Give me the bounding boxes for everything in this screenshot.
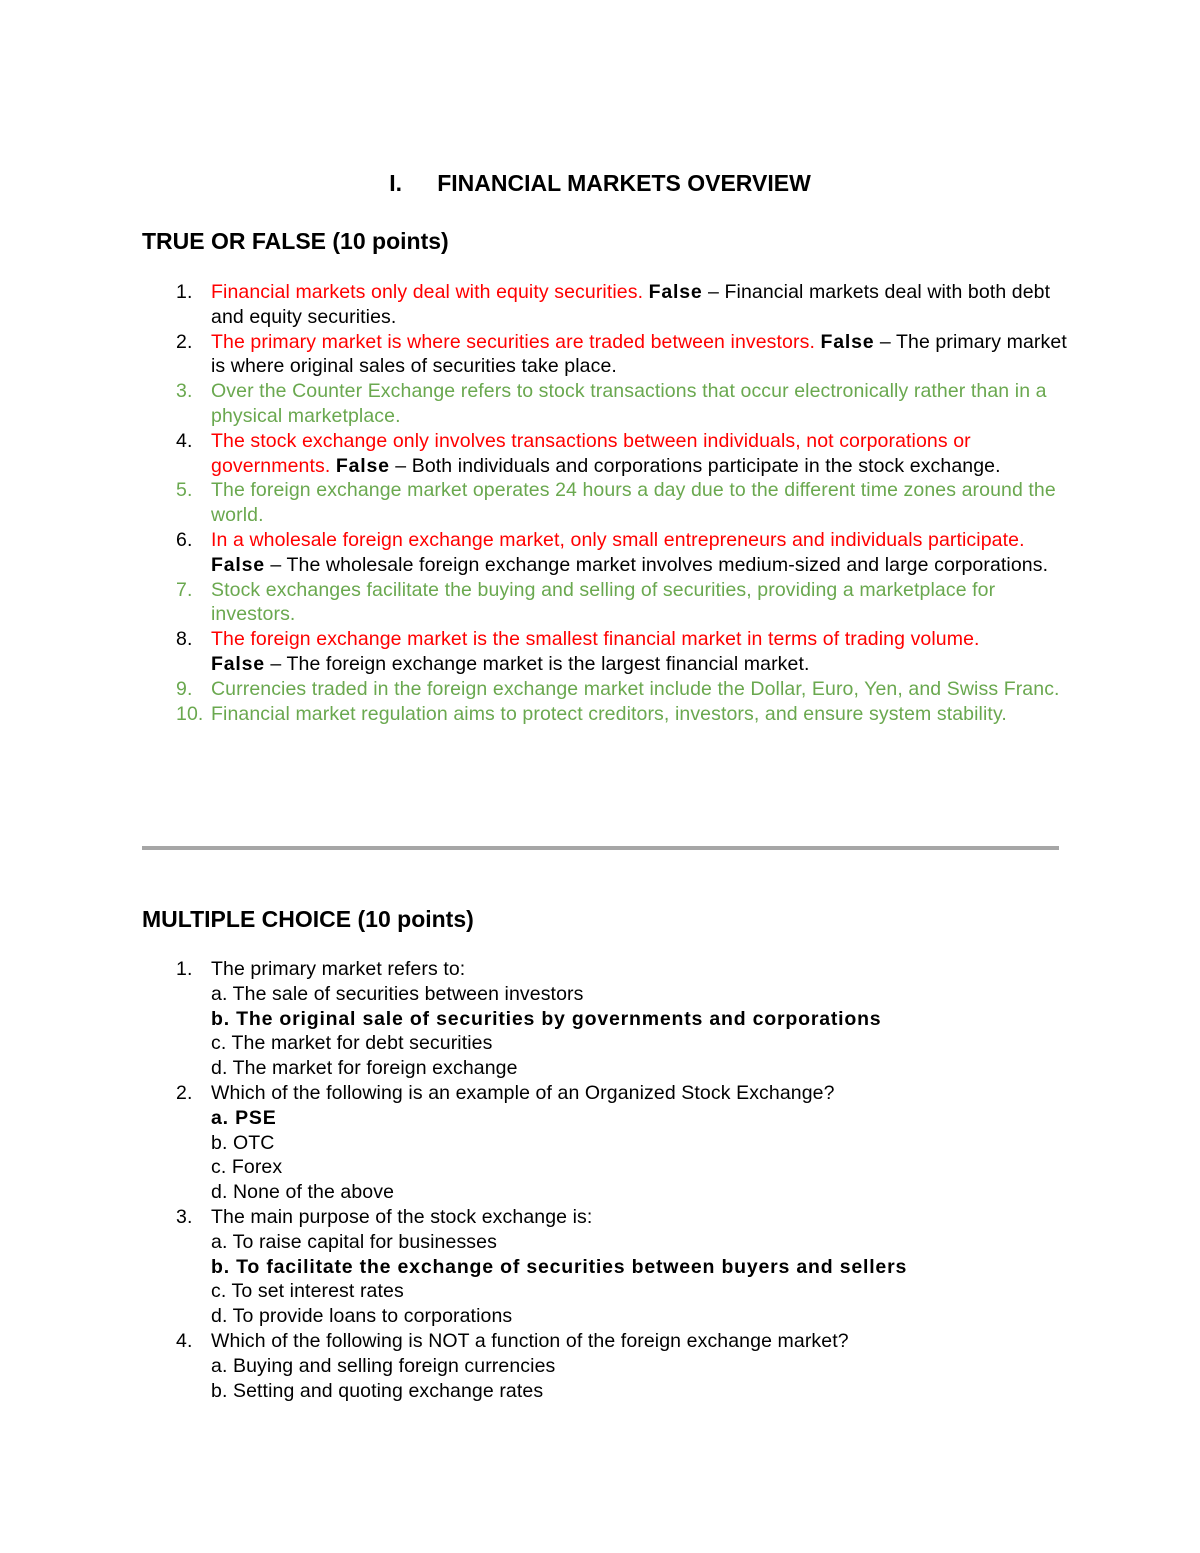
item-answer: False (648, 281, 703, 303)
mc-question-2 (142, 1081, 1072, 1205)
option-d: d. To provide loans to corporations (211, 1305, 513, 1328)
option-a: a. To raise capital for businesses (211, 1230, 497, 1253)
multiple-choice-heading: MULTIPLE CHOICE (10 points) (142, 906, 474, 932)
option-a-correct: a. PSE (211, 1106, 277, 1129)
item-statement: Stock exchanges facilitate the buying and selling of securities, providing a marketplace for investors. (211, 578, 996, 626)
item-answer: False (211, 652, 265, 675)
tf-item-1 (142, 280, 1072, 330)
item-number: 1. (176, 281, 193, 303)
item-answer: False (820, 330, 875, 353)
title-number: I. (389, 170, 402, 196)
mc-question-4 (142, 1329, 1072, 1403)
tf-item-10 (142, 702, 1072, 727)
option-b: b. OTC (211, 1131, 275, 1154)
item-statement: Financial market regulation aims to protect creditors, investors, and ensure system stability. (211, 702, 1007, 725)
item-statement: In a wholesale foreign exchange market, only small entrepreneurs and individuals participate. (211, 528, 1025, 551)
mc-question-3 (142, 1205, 1072, 1329)
item-explanation: – The wholesale foreign exchange market involves medium-sized and large corporations. (264, 553, 1049, 576)
item-statement: Currencies traded in the foreign exchange market include the Dollar, Euro, Yen, and Swiss Franc. (211, 677, 1060, 700)
question-number: 4. (176, 1329, 193, 1352)
option-d: d. The market for foreign exchange (211, 1057, 518, 1080)
tf-item-5 (142, 478, 1072, 528)
tf-item-9 (142, 677, 1072, 702)
tf-item-6 (142, 528, 1072, 578)
question-text: Which of the following is NOT a function of the foreign exchange market? (211, 1329, 849, 1352)
item-statement: The foreign exchange market operates 24 hours a day due to the different time zones around the world. (211, 479, 1056, 527)
option-a: a. Buying and selling foreign currencies (211, 1354, 556, 1377)
item-statement: The primary market is where securities are traded between investors. (211, 330, 815, 353)
item-explanation: – The primary market is where original sales of securities take place. (211, 330, 1067, 378)
item-number: 8. (176, 628, 193, 651)
option-b: b. Setting and quoting exchange rates (211, 1379, 544, 1402)
item-answer: False (335, 454, 390, 477)
tf-item-8 (142, 627, 1072, 677)
document-title (0, 168, 1200, 198)
item-explanation: – The foreign exchange market is the largest financial market. (264, 652, 810, 675)
item-statement: The stock exchange only involves transactions between individuals, not corporations or governments. (211, 429, 971, 477)
question-text: Which of the following is an example of an Organized Stock Exchange? (211, 1081, 835, 1104)
question-text: The main purpose of the stock exchange is: (211, 1205, 593, 1228)
item-explanation: – Both individuals and corporations participate in the stock exchange. (389, 454, 1001, 477)
true-false-heading: TRUE OR FALSE (10 points) (142, 228, 449, 254)
option-c: c. To set interest rates (211, 1280, 404, 1303)
question-number: 1. (176, 958, 193, 980)
tf-item-4 (142, 429, 1072, 479)
item-number: 10. (176, 702, 204, 725)
tf-item-7 (142, 578, 1072, 628)
option-b-correct: b. The original sale of securities by governments and corporations (211, 1007, 882, 1030)
option-c: c. Forex (211, 1156, 283, 1179)
item-number: 5. (176, 479, 193, 502)
true-false-list (142, 280, 1072, 726)
item-statement: Over the Counter Exchange refers to stock transactions that occur electronically rather than in a physical marketplace. (211, 380, 1047, 427)
item-number: 6. (176, 528, 193, 551)
question-text: The primary market refers to: (211, 958, 466, 980)
item-number: 2. (176, 330, 193, 353)
item-number: 9. (176, 677, 193, 700)
item-explanation: – Financial markets deal with both debt and equity securities. (211, 281, 1051, 328)
tf-item-2 (142, 330, 1072, 380)
question-number: 3. (176, 1205, 193, 1228)
item-number: 7. (176, 578, 193, 601)
section-divider (142, 846, 1059, 850)
mc-question-1 (142, 957, 1072, 1081)
option-b-correct: b. To facilitate the exchange of securities between buyers and sellers (211, 1255, 908, 1278)
tf-item-3 (142, 379, 1072, 429)
option-d: d. None of the above (211, 1181, 395, 1204)
item-statement: The foreign exchange market is the smallest financial market in terms of trading volume. (211, 628, 980, 651)
item-answer: False (211, 553, 265, 576)
title-text: FINANCIAL MARKETS OVERVIEW (437, 170, 811, 196)
item-statement: Financial markets only deal with equity securities. (211, 281, 644, 303)
option-c: c. The market for debt securities (211, 1032, 493, 1055)
item-number: 4. (176, 429, 193, 452)
multiple-choice-list (142, 957, 1072, 1403)
question-number: 2. (176, 1081, 193, 1104)
item-number: 3. (176, 380, 193, 403)
option-a: a. The sale of securities between investors (211, 982, 584, 1005)
